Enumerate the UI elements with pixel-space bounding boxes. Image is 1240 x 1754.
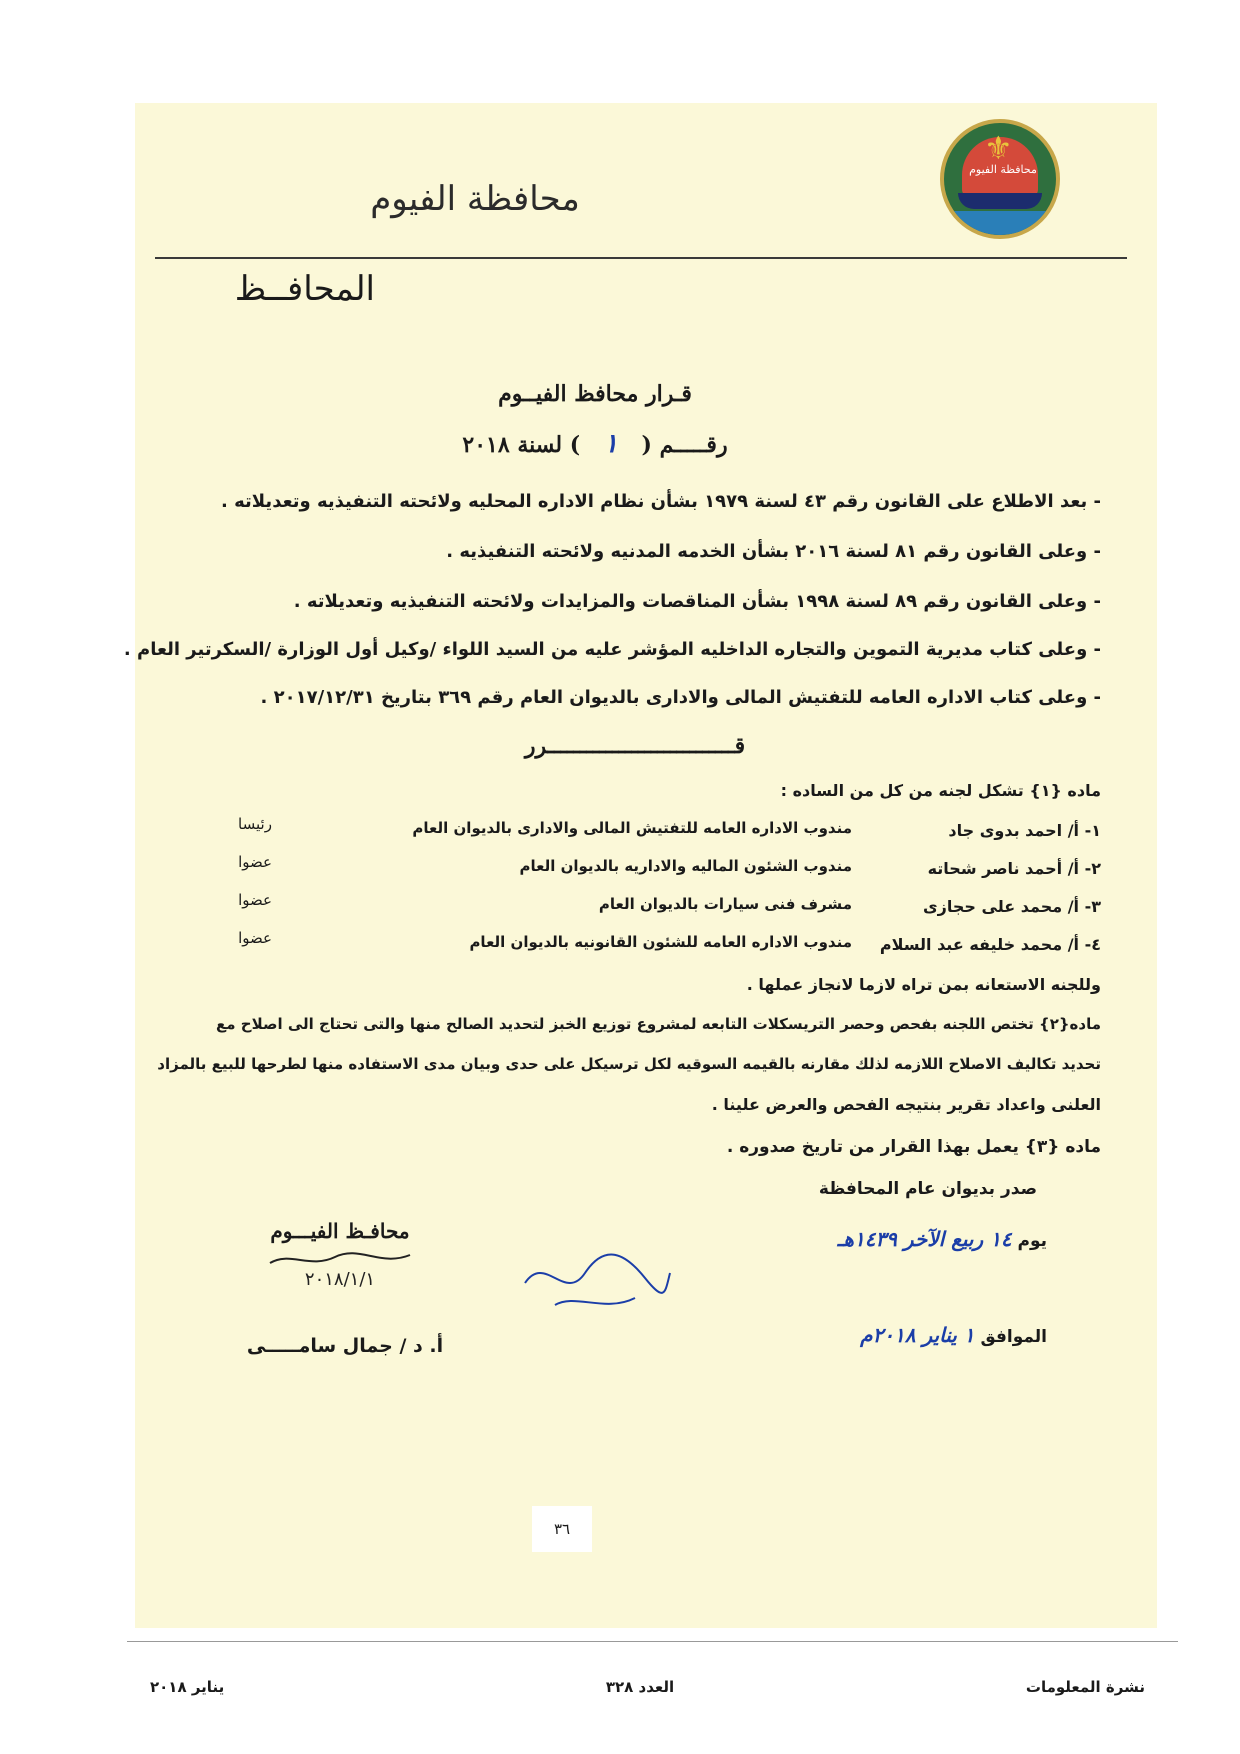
governor-signature-icon (265, 1249, 415, 1271)
footer-divider (127, 1641, 1178, 1642)
hijri-date (838, 1227, 1047, 1251)
decree-number-value: ١ (603, 429, 618, 459)
decree-number (335, 429, 855, 459)
governor-signature-title: محافـظ الفيـــوم (270, 1219, 410, 1243)
decree-title: قـرار محافظ الفيــوم (498, 381, 692, 407)
preamble-line: - وعلى القانون رقم ٨٩ لسنة ١٩٩٨ بشأن المناقصات والمزايدات ولائحته التنفيذيه وتعديلاته . (293, 591, 1101, 612)
document-page (123, 103, 1157, 1628)
governorate-title: محافظة الفيوم (370, 179, 580, 219)
preamble-line: - وعلى كتاب مديرية التموين والتجاره الداخليه المؤشر عليه من السيد اللواء /وكيل أول الوزارة /السكرتير العام . (123, 639, 1101, 660)
preamble-line: - وعلى كتاب الاداره العامه للتفتيش المالى والادارى بالديوان العام رقم ٣٦٩ بتاريخ ٢٠١٧/١٢/٣١ . (260, 687, 1101, 708)
article-2-line: ماده{٢} تختص اللجنه بفحص وحصر التريسكلات التابعه لمشروع توزيع الخبز لتحديد الصالح منها والتى تحتاج الى اصلاح مع (216, 1015, 1101, 1033)
secondary-signature-icon (515, 1243, 675, 1323)
member-status: رئيسا (238, 815, 272, 833)
member-role: مندوب الشئون الماليه والاداريه بالديوان العام (519, 857, 852, 875)
member-role: مندوب الاداره العامه للشئون القانونيه بالديوان العام (469, 933, 852, 951)
member-name: ٢- أ/ أحمد ناصر شحاته (927, 859, 1101, 878)
member-status: عضوا (238, 891, 272, 909)
hijri-date-prefix: يوم (1017, 1231, 1047, 1251)
header-divider (155, 257, 1127, 259)
footer-issue: العدد ٣٢٨ (605, 1678, 675, 1696)
governorate-seal-icon: ⚜ محافظة الفيوم (940, 119, 1060, 239)
member-status: عضوا (238, 853, 272, 871)
assist-line: وللجنه الاستعانه بمن تراه لازما لانجاز عملها . (746, 975, 1101, 994)
seal-text: محافظة الفيوم (969, 163, 1037, 176)
article-1-intro: ماده {١} تشكل لجنه من كل من الساده : (780, 781, 1101, 800)
member-status: عضوا (238, 929, 272, 947)
governor-label: المحافــظ (234, 269, 375, 309)
member-role: مشرف فنى سيارات بالديوان العام (598, 895, 852, 913)
decree-number-suffix: ) لسنة ٢٠١٨ (462, 432, 581, 458)
footer-date: يناير ٢٠١٨ (150, 1678, 225, 1696)
member-role: مندوب الاداره العامه للتفتيش المالى والادارى بالديوان العام (412, 819, 852, 837)
member-name: ٤- أ/ محمد خليفه عبد السلام (879, 935, 1101, 954)
gregorian-date-prefix: الموافق (980, 1327, 1047, 1347)
footer-publication: نشرة المعلومات (1025, 1678, 1145, 1696)
hijri-date-value: ١٤ ربيع الآخر ١٤٣٩هـ (837, 1227, 1012, 1251)
member-name: ١- أ/ احمد بدوى جاد (948, 821, 1101, 840)
governor-name: أ. د / جمال سامـــــى (246, 1335, 444, 1357)
article-2-line: تحديد تكاليف الاصلاح اللازمه لذلك مقارنه بالقيمه السوقيه لكل ترسيكل على حدى وبيان مدى الاستفاده منها لطرحها للبيع بالمزاد (157, 1055, 1101, 1073)
gregorian-date-value: ١ يناير ٢٠١٨م (860, 1323, 975, 1347)
article-2-line: العلنى واعداد تقرير بنتيجه الفحص والعرض علينا . (711, 1095, 1101, 1114)
preamble-line: - بعد الاطلاع على القانون رقم ٤٣ لسنة ١٩٧٩ بشأن نظام الاداره المحليه ولائحته التنفيذيه وتعديلاته . (220, 491, 1101, 512)
page-number: ٣٦ (532, 1506, 592, 1552)
gregorian-date (860, 1323, 1047, 1347)
member-name: ٣- أ/ محمد على حجازى (922, 897, 1101, 916)
decree-number-prefix: رقـــــم ( (641, 432, 728, 458)
preamble-line: - وعلى القانون رقم ٨١ لسنة ٢٠١٦ بشأن الخدمه المدنيه ولائحته التنفيذيه . (446, 541, 1101, 562)
issued-at: صدر بديوان عام المحافظة (818, 1179, 1037, 1199)
signature-date: ٢٠١٨/١/١ (304, 1269, 376, 1290)
article-3: ماده {٣} يعمل بهذا القرار من تاريخ صدوره . (726, 1137, 1101, 1157)
decides-heading: قـــــــــــــــــــــــــــــرر (524, 733, 746, 759)
